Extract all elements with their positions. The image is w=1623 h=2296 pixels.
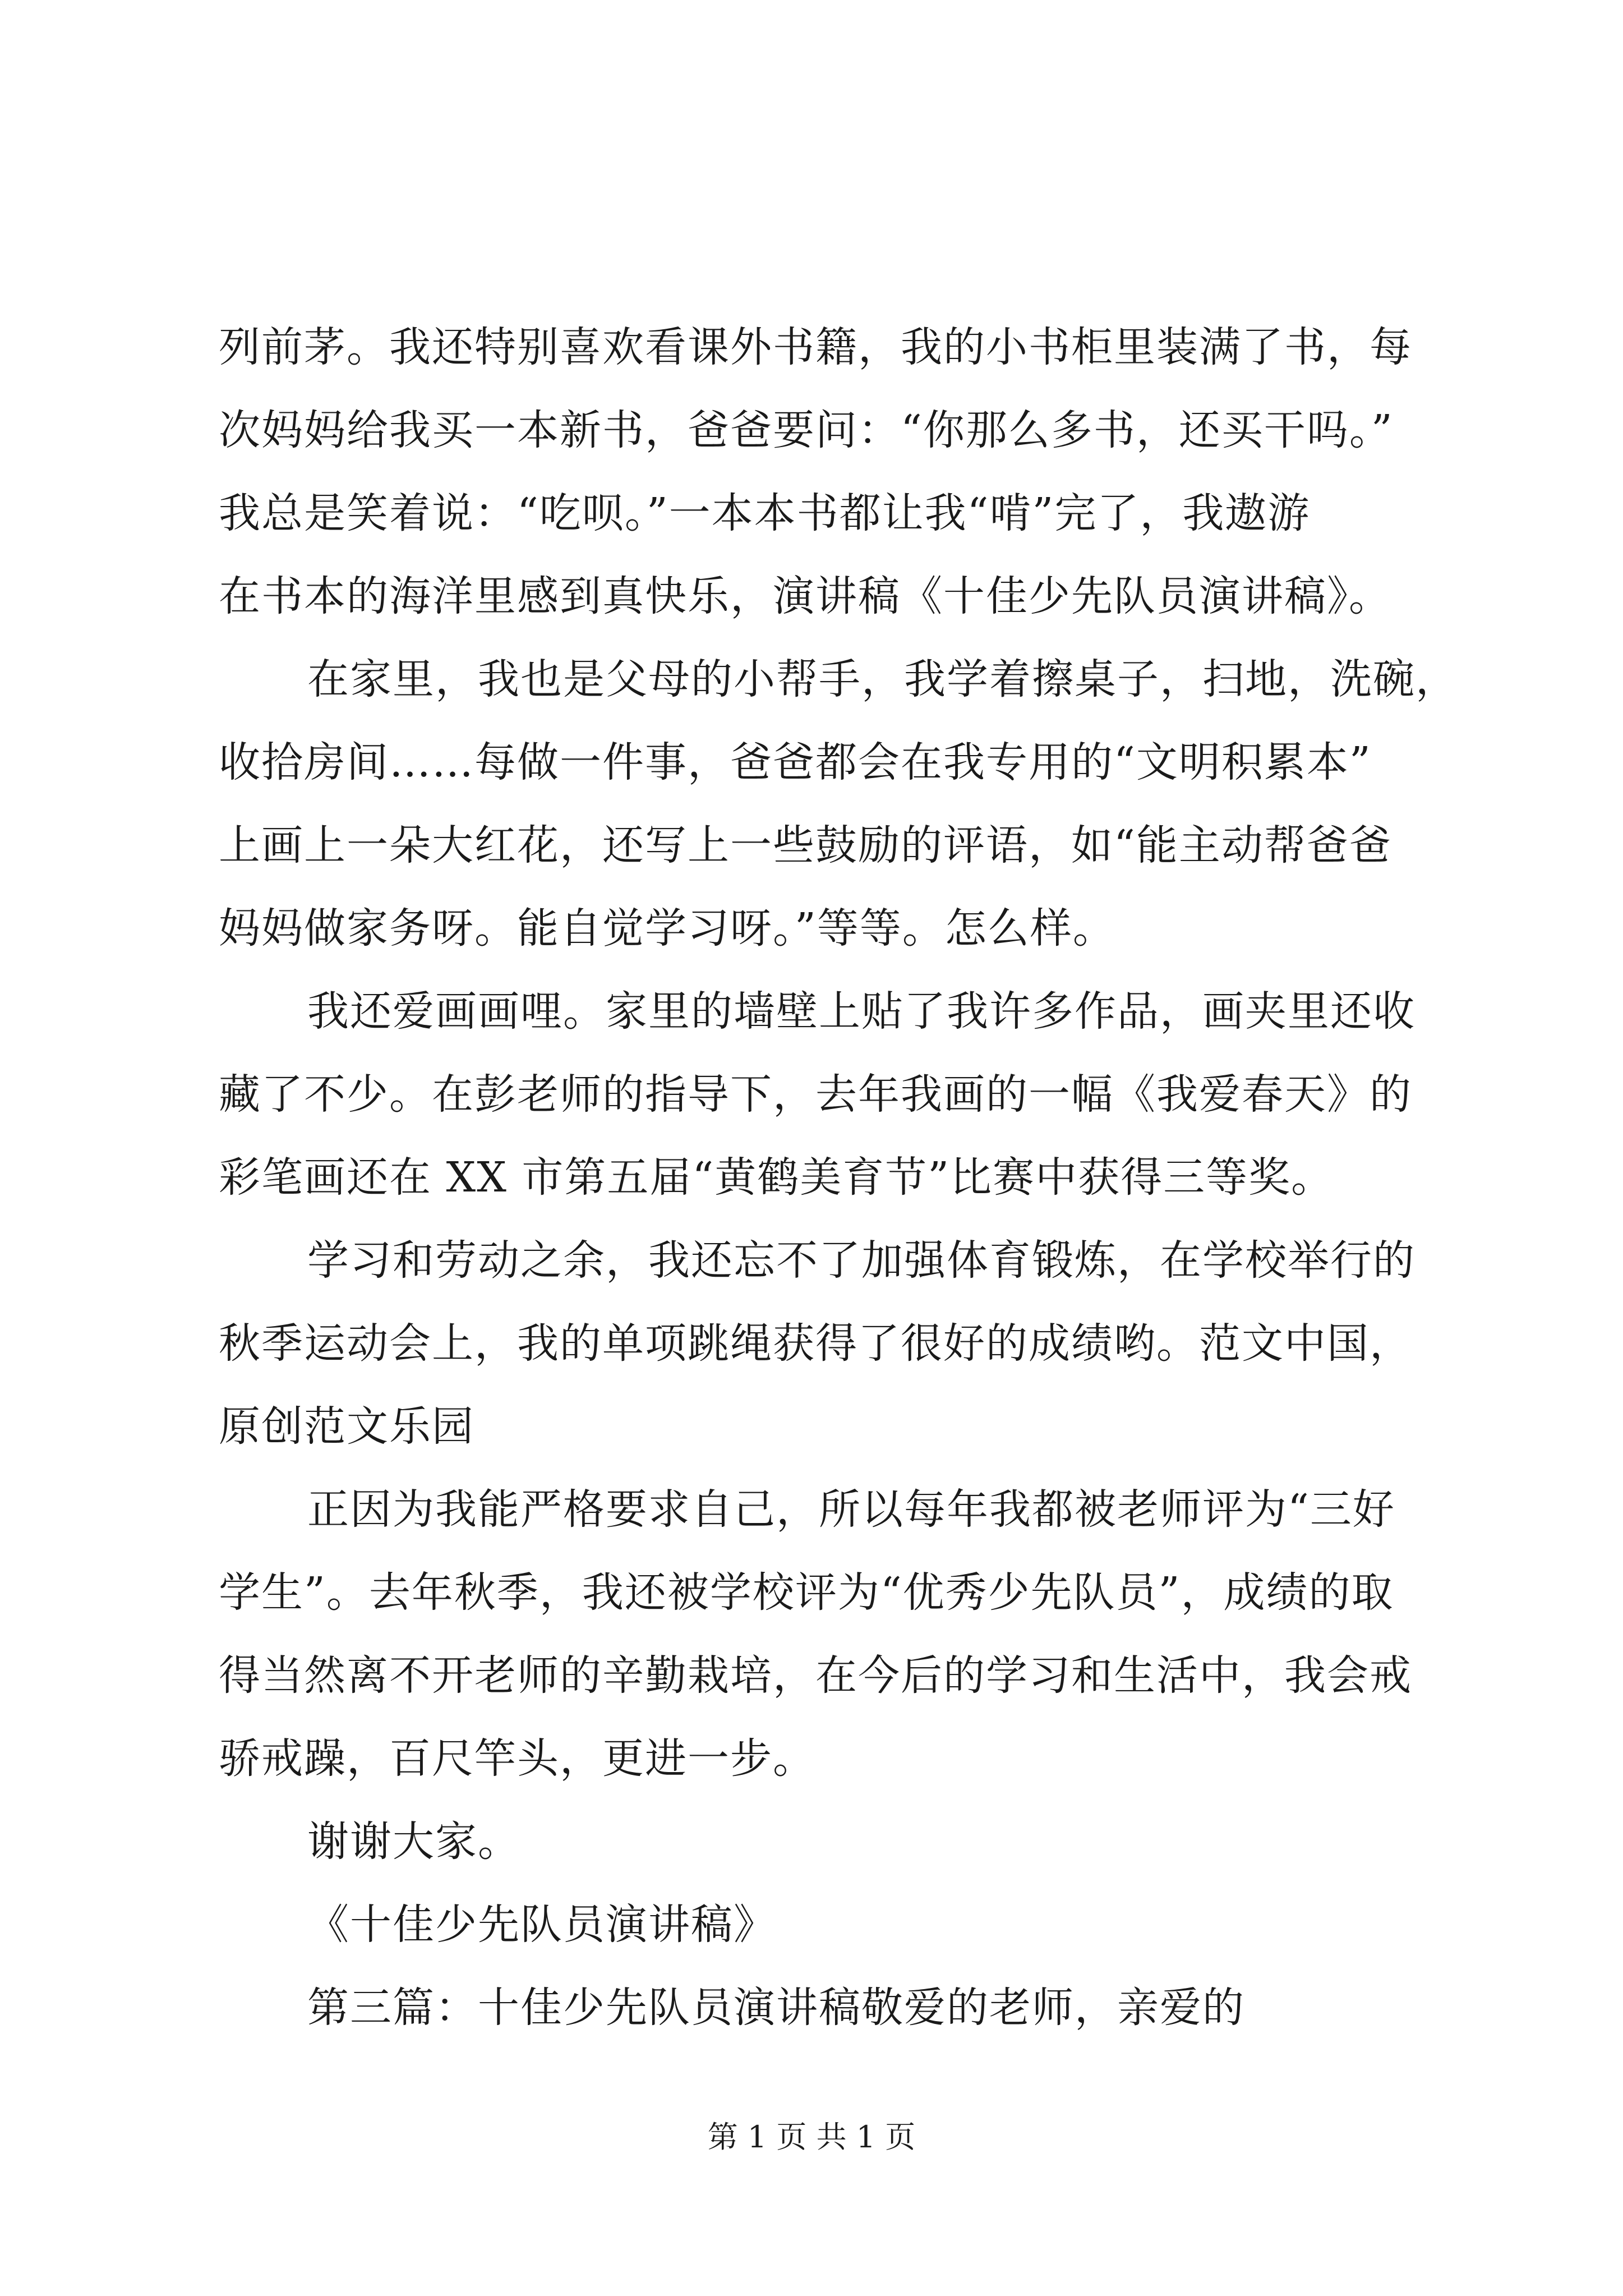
text-line: 次妈妈给我买一本新书，爸爸要问：“你那么多书，还买干吗。” bbox=[219, 406, 1394, 454]
section-heading-line: 第三篇：十佳少先队员演讲稿敬爱的老师，亲爱的 bbox=[307, 1984, 1245, 2032]
text-line: 原创范文乐园 bbox=[219, 1402, 474, 1451]
text-line: 收拾房间……每做一件事，爸爸都会在我专用的“文明积累本” bbox=[219, 738, 1372, 786]
text-line: 秋季运动会上，我的单项跳绳获得了很好的成绩哟。范文中国， bbox=[219, 1319, 1412, 1368]
text-line: 骄戒躁，百尺竿头，更进一步。 bbox=[219, 1734, 815, 1783]
text-line: 我总是笑着说：“吃呗。”一本本书都让我“啃”完了，我遨游 bbox=[219, 489, 1311, 537]
paragraph-start-line: 在家里，我也是父母的小帮手，我学着擦桌子，扫地，洗碗， bbox=[307, 655, 1458, 703]
text-line: 列前茅。我还特别喜欢看课外书籍，我的小书柜里装满了书，每 bbox=[219, 323, 1412, 371]
page-footer: 第 1 页 共 1 页 bbox=[707, 2119, 916, 2155]
text-line: 学生”。去年秋季，我还被学校评为“优秀少先队员”，成绩的取 bbox=[219, 1568, 1394, 1617]
paragraph-start-line: 我还爱画画哩。家里的墙壁上贴了我许多作品，画夹里还收 bbox=[307, 987, 1415, 1036]
text-line: 妈妈做家务呀。能自觉学习呀。”等等。怎么样。 bbox=[219, 904, 1115, 953]
text-line: 在书本的海洋里感到真快乐，演讲稿《十佳少先队员演讲稿》。 bbox=[219, 572, 1391, 620]
paragraph-start-line: 学习和劳动之余，我还忘不了加强体育锻炼，在学校举行的 bbox=[307, 1236, 1415, 1285]
paragraph-start-line: 正因为我能严格要求自己，所以每年我都被老师评为“三好 bbox=[307, 1485, 1395, 1534]
text-line: 藏了不少。在彭老师的指导下，去年我画的一幅《我爱春天》的 bbox=[219, 1070, 1412, 1119]
document-body bbox=[219, 306, 1458, 2049]
text-line: 彩笔画还在 XX 市第五届“黄鹤美育节”比赛中获得三等奖。 bbox=[219, 1153, 1334, 1202]
closing-line: 谢谢大家。 bbox=[307, 1818, 520, 1866]
text-line: 得当然离不开老师的辛勤栽培，在今后的学习和生活中，我会戒 bbox=[219, 1651, 1412, 1700]
section-title-line: 《十佳少先队员演讲稿》 bbox=[307, 1901, 776, 1949]
text-line: 上画上一朵大红花，还写上一些鼓励的评语，如“能主动帮爸爸 bbox=[219, 821, 1392, 869]
